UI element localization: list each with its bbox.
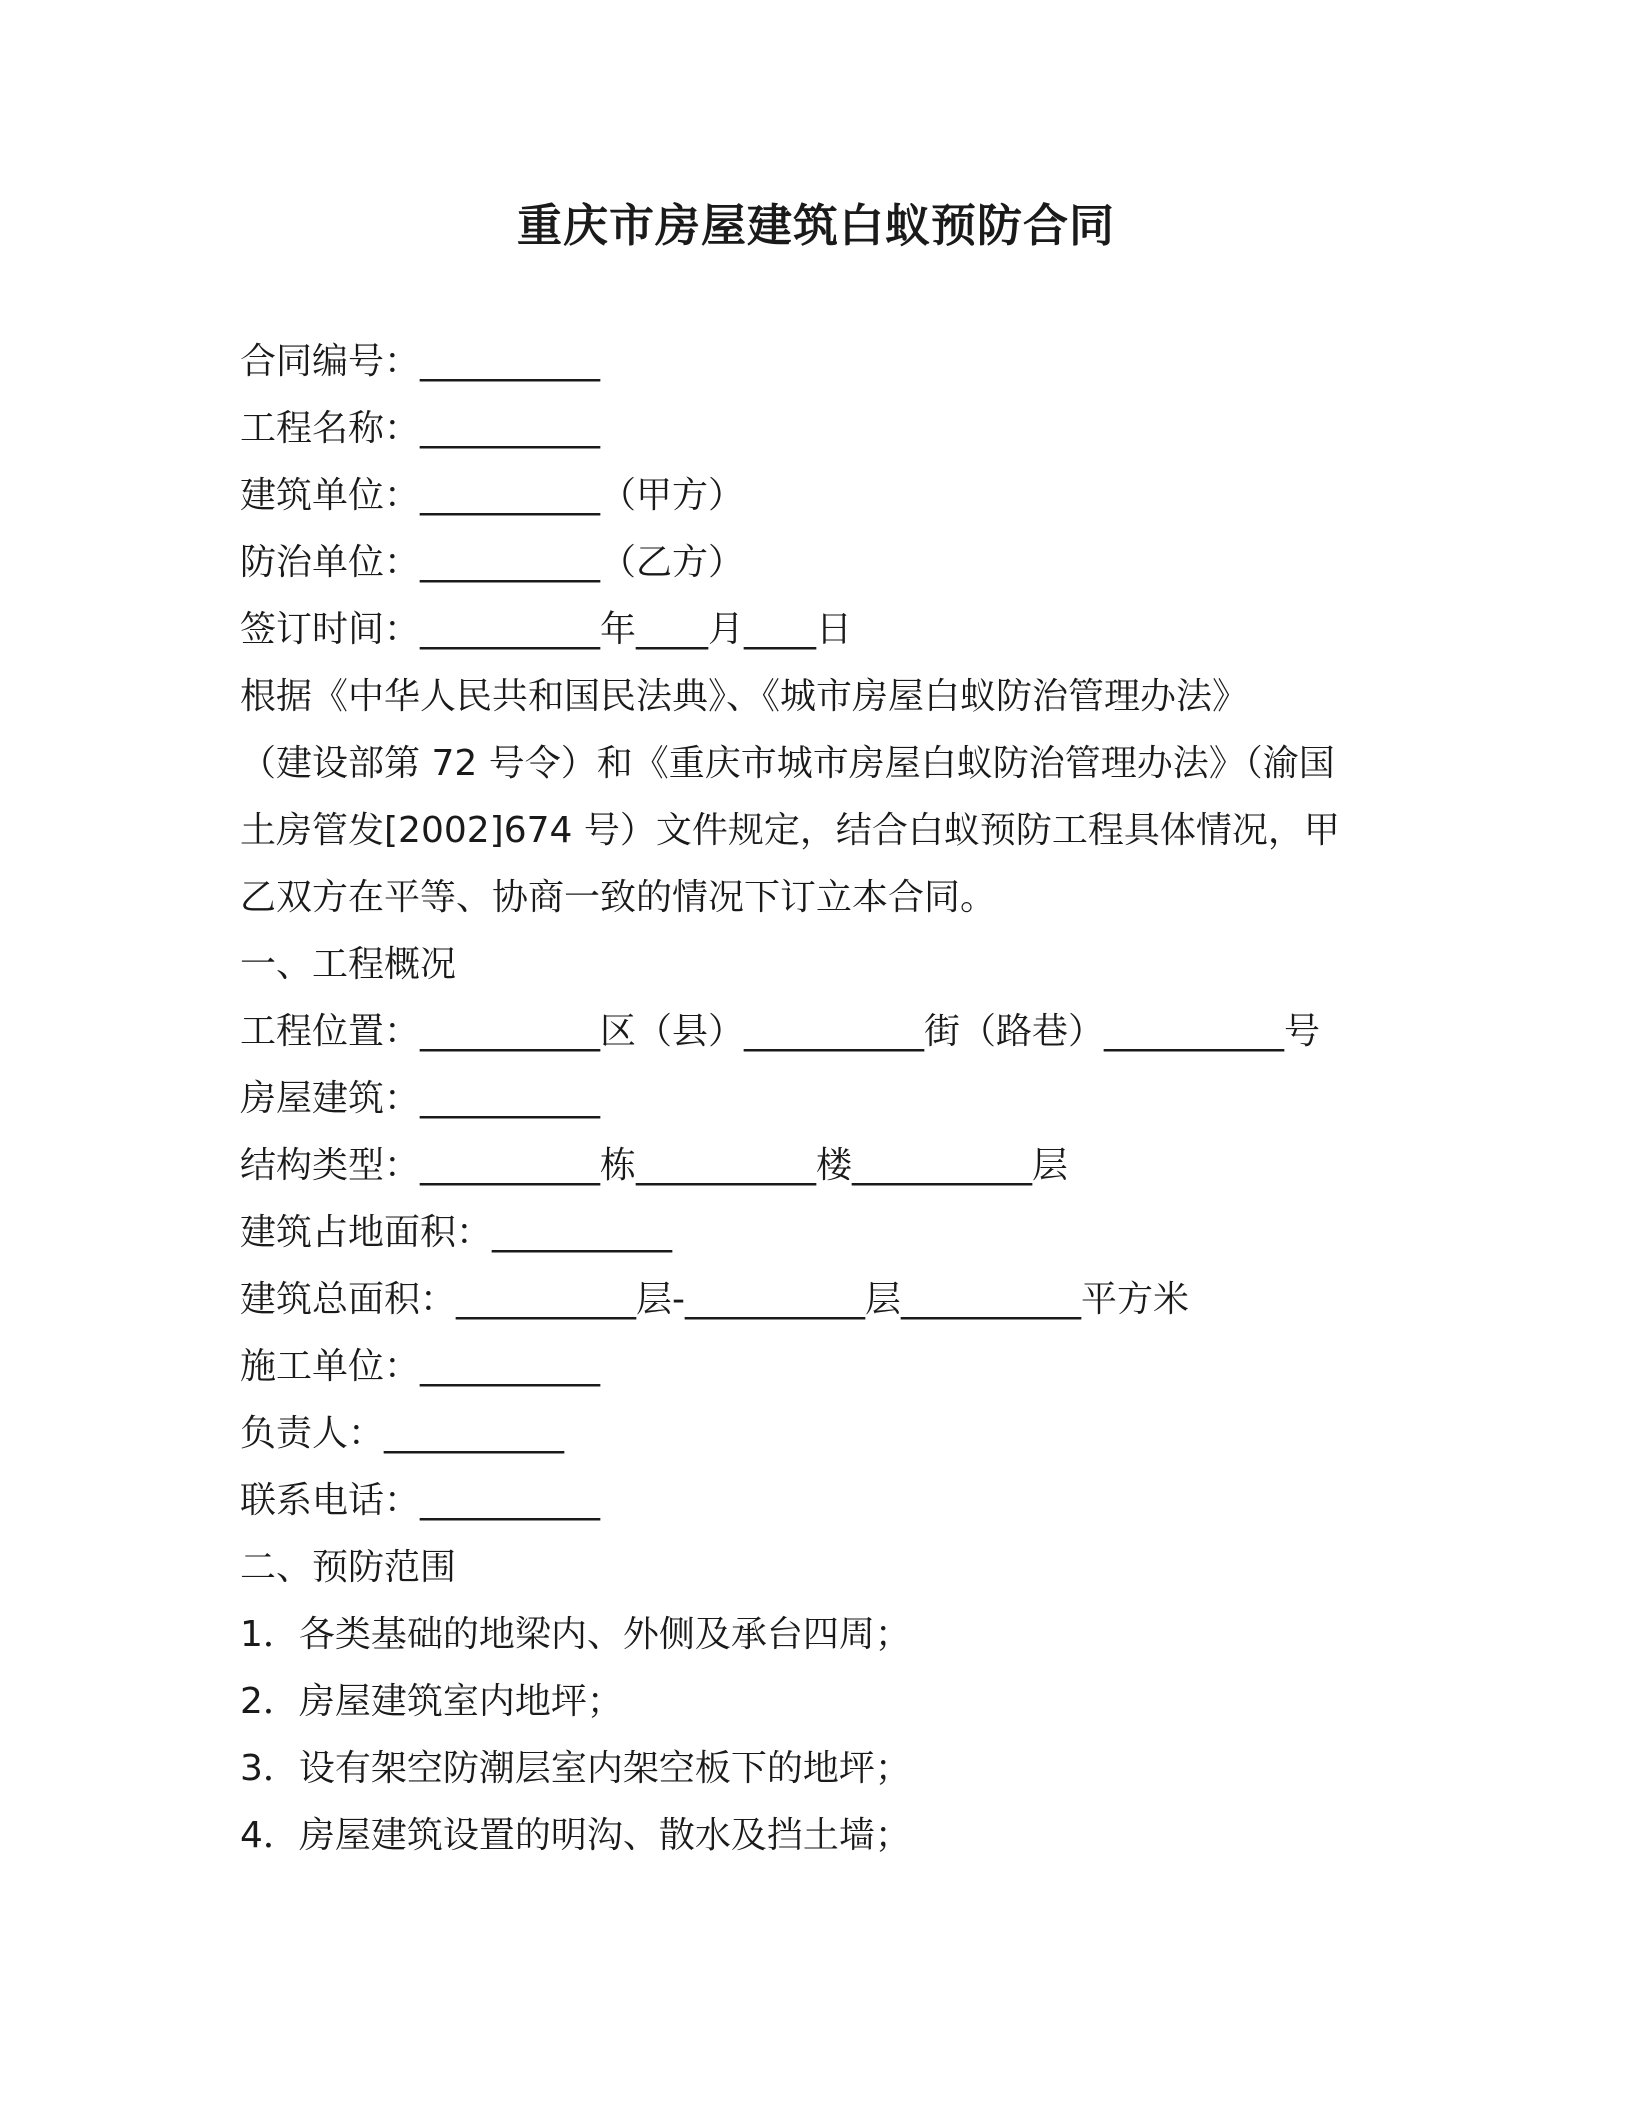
paragraph-line: （建设部第 72 号令）和《重庆市城市房屋白蚁防治管理办法》（渝国 <box>240 743 1335 784</box>
prevention-unit-line: 防治单位：__________（乙方） <box>240 542 745 583</box>
building-line: 房屋建筑：__________ <box>240 1078 601 1119</box>
list-item: 2．房屋建筑室内地坪； <box>240 1681 623 1722</box>
list-item: 4．房屋建筑设置的明沟、散水及挡土墙； <box>240 1815 911 1856</box>
construction-unit-line: 建筑单位：__________（甲方） <box>240 475 745 516</box>
construction-company-line: 施工单位：__________ <box>240 1346 601 1387</box>
document-title: 重庆市房屋建筑白蚁预防合同 <box>516 199 1115 252</box>
document-body <box>240 328 1380 1869</box>
footprint-area-line: 建筑占地面积：__________ <box>240 1212 673 1253</box>
phone-line: 联系电话：__________ <box>240 1480 601 1521</box>
signing-date-line: 签订时间：__________年____月____日 <box>240 609 853 650</box>
list-item: 3．设有架空防潮层室内架空板下的地坪； <box>240 1748 911 1789</box>
project-location-line: 工程位置：__________区（县）__________街（路巷）__________号 <box>240 1011 1321 1052</box>
structure-type-line: 结构类型：__________栋__________楼__________层 <box>240 1145 1069 1186</box>
paragraph-line: 根据《中华人民共和国民法典》、《城市房屋白蚁防治管理办法》 <box>240 676 1249 717</box>
section-heading: 一、工程概况 <box>240 944 457 985</box>
paragraph-line: 乙双方在平等、协商一致的情况下订立本合同。 <box>240 877 997 918</box>
contract-number-line: 合同编号：__________ <box>240 341 601 382</box>
total-area-line: 建筑总面积：__________层-__________层__________平方米 <box>240 1279 1189 1320</box>
responsible-person-line: 负责人：__________ <box>240 1413 565 1454</box>
section-heading: 二、预防范围 <box>240 1547 457 1588</box>
project-name-line: 工程名称：__________ <box>240 408 601 449</box>
paragraph-line: 土房管发[2002]674 号）文件规定，结合白蚁预防工程具体情况，甲 <box>240 810 1340 851</box>
list-item: 1．各类基础的地梁内、外侧及承台四周； <box>240 1614 911 1655</box>
